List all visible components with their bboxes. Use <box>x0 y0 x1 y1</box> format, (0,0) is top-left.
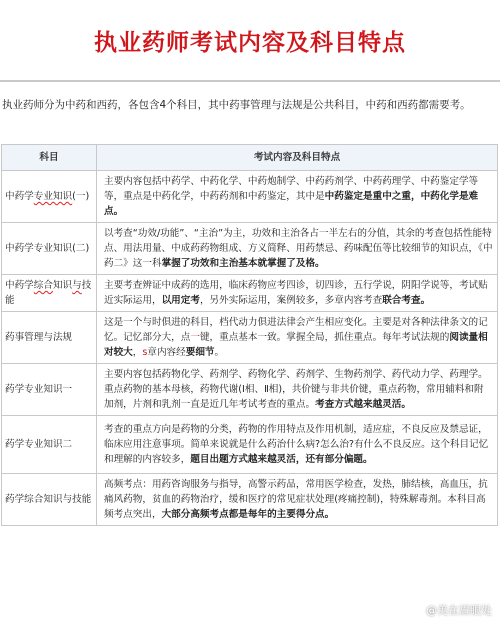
content-cell <box>97 223 498 275</box>
subject-text: 知识 <box>52 280 73 291</box>
content-text: 以考查“功效/功能”、“主治”为主，功效和主治各占一半左右的分值，其余的考查包括性能特点、用法用量、中成药药物组成、方义简释、用药禁忌、药味配伍等比较细节的知识点，《中药二》这一科 <box>104 228 493 269</box>
watermark-text: @美在眉眼处 <box>426 604 492 617</box>
subject-text: 药学专业知识二 <box>5 439 73 450</box>
content-text: 考查的重点方向是药物的分类，药物的作用特点及作用机制，适应症，不良反应及禁忌证，临床应用注意事项。简单来说就是什么药治什么病?怎么治?有什么不良反应。这个科目记忆和理解的内容较多， <box>104 424 489 465</box>
emphasis-text: 大部分高频考点都是每年的主要得分点。 <box>161 509 335 520</box>
emphasis-text: 阅读量相对较大 <box>104 332 488 358</box>
subject-text: 技能 <box>5 280 92 306</box>
subject-cell <box>2 364 97 416</box>
subject-cell <box>2 223 97 275</box>
table-row <box>2 275 498 312</box>
content-text: 一 <box>190 332 200 343</box>
subject-text: 药学专业知识一 <box>5 384 73 395</box>
emphasis-text: 掌握了功效和主治基本就掌握了及格。 <box>161 258 325 269</box>
table-row <box>2 416 498 474</box>
emphasis-text: 考查方式越来越灵活。 <box>315 399 411 410</box>
content-cell <box>97 416 498 474</box>
subject-cell <box>2 474 97 526</box>
content-text: 高频考点：用药咨询服务与指导，高警示药品，常用医学检查，发热，肺结核，高血压，抗痛风药物，贫血的药物治疗，缓和医疗的常见症状处理(疼痛控制)，特殊解毒剂。本科目高频考点突出， <box>104 479 488 520</box>
camera-logo-icon <box>408 603 422 617</box>
intro-paragraph: 执业药师分为中药和西药，各包含4个科目，其中药事管理与法规是公共科目，中药和西药都需要考。 <box>2 99 471 111</box>
subject-cell <box>2 171 97 223</box>
content-text: ， <box>132 347 143 358</box>
table-row <box>2 171 498 223</box>
subject-text: 中药学 <box>5 280 34 291</box>
subject-text: 药学综合知识与技能 <box>5 494 92 505</box>
emphasis-text: 联合考查。 <box>382 295 431 306</box>
content-cell <box>97 364 498 416</box>
content-text: 这是一个与时俱进的科目，档代动力俱进法律会产生相应变化。主要是对各种法律条文的记忆。记忆部分大，点 <box>104 317 488 343</box>
header-content: 考试内容及科目特点 <box>97 145 498 171</box>
table-header-row <box>2 145 498 171</box>
content-text: 键，重点基本一致。掌握全局，抓住重点。每年考试法规的 <box>199 332 450 343</box>
content-text: s <box>142 347 148 358</box>
content-text: 主要内容包括药物化学、药剂学、药物化学、药剂学、生物药剂学、药代动力学、药理学。重点药物的基本母核，药物代谢(Ⅰ相、Ⅱ相)，共价键与非共价键，重点药物，常用辅料和附加剂，片剂和乳剂一直是近几年考试考查的重点。 <box>104 369 488 410</box>
content-text: ，另外实际运用，案例较多，多章内容考查 <box>199 295 383 306</box>
emphasis-text: 以用定考 <box>161 295 200 306</box>
subject-cell <box>2 416 97 474</box>
content-text: 。 <box>214 347 225 358</box>
content-text: 主要考查辨证中成药的选用，临床药物应考四诊，切四诊，五行学说，阴阳学说等，考试贴近实际运用， <box>104 280 488 306</box>
subject-text: 药事管理与法规 <box>5 332 73 343</box>
emphasis-text: 题目出题方式越来越灵活，还有部分偏题。 <box>190 454 373 465</box>
subject-cell <box>2 312 97 364</box>
subject-text: 中药学专业知识(二) <box>5 243 90 254</box>
subject-text: 与 <box>72 280 82 291</box>
content-cell <box>97 474 498 526</box>
table-row <box>2 364 498 416</box>
subject-text: 中药学 <box>5 191 34 202</box>
subject-text: (一) <box>72 191 90 202</box>
subject-text: 综合 <box>33 280 53 291</box>
table-row <box>2 223 498 275</box>
emphasis-text: 要细节 <box>185 347 215 358</box>
subject-cell <box>2 275 97 312</box>
table-row <box>2 474 498 526</box>
content-cell <box>97 312 498 364</box>
content-cell <box>97 171 498 223</box>
content-text: 章内容经 <box>147 347 186 358</box>
emphasis-text: 中药鉴定是重中之重，中药化学是难点。 <box>104 191 479 217</box>
content-cell <box>97 275 498 312</box>
subject-text: 专业知识 <box>33 191 73 202</box>
exam-table <box>1 144 498 526</box>
content-text: 主要内容包括中药学、中药化学、中药炮制学、中药药剂学、中药药理学、中药鉴定学等等，重点是中药化学，中药药剂和中药鉴定，其中是 <box>104 176 479 202</box>
watermark <box>408 602 492 618</box>
page-title: 执业药师考试内容及科目特点 <box>0 0 500 82</box>
header-subject: 科目 <box>2 145 97 171</box>
table-row <box>2 312 498 364</box>
